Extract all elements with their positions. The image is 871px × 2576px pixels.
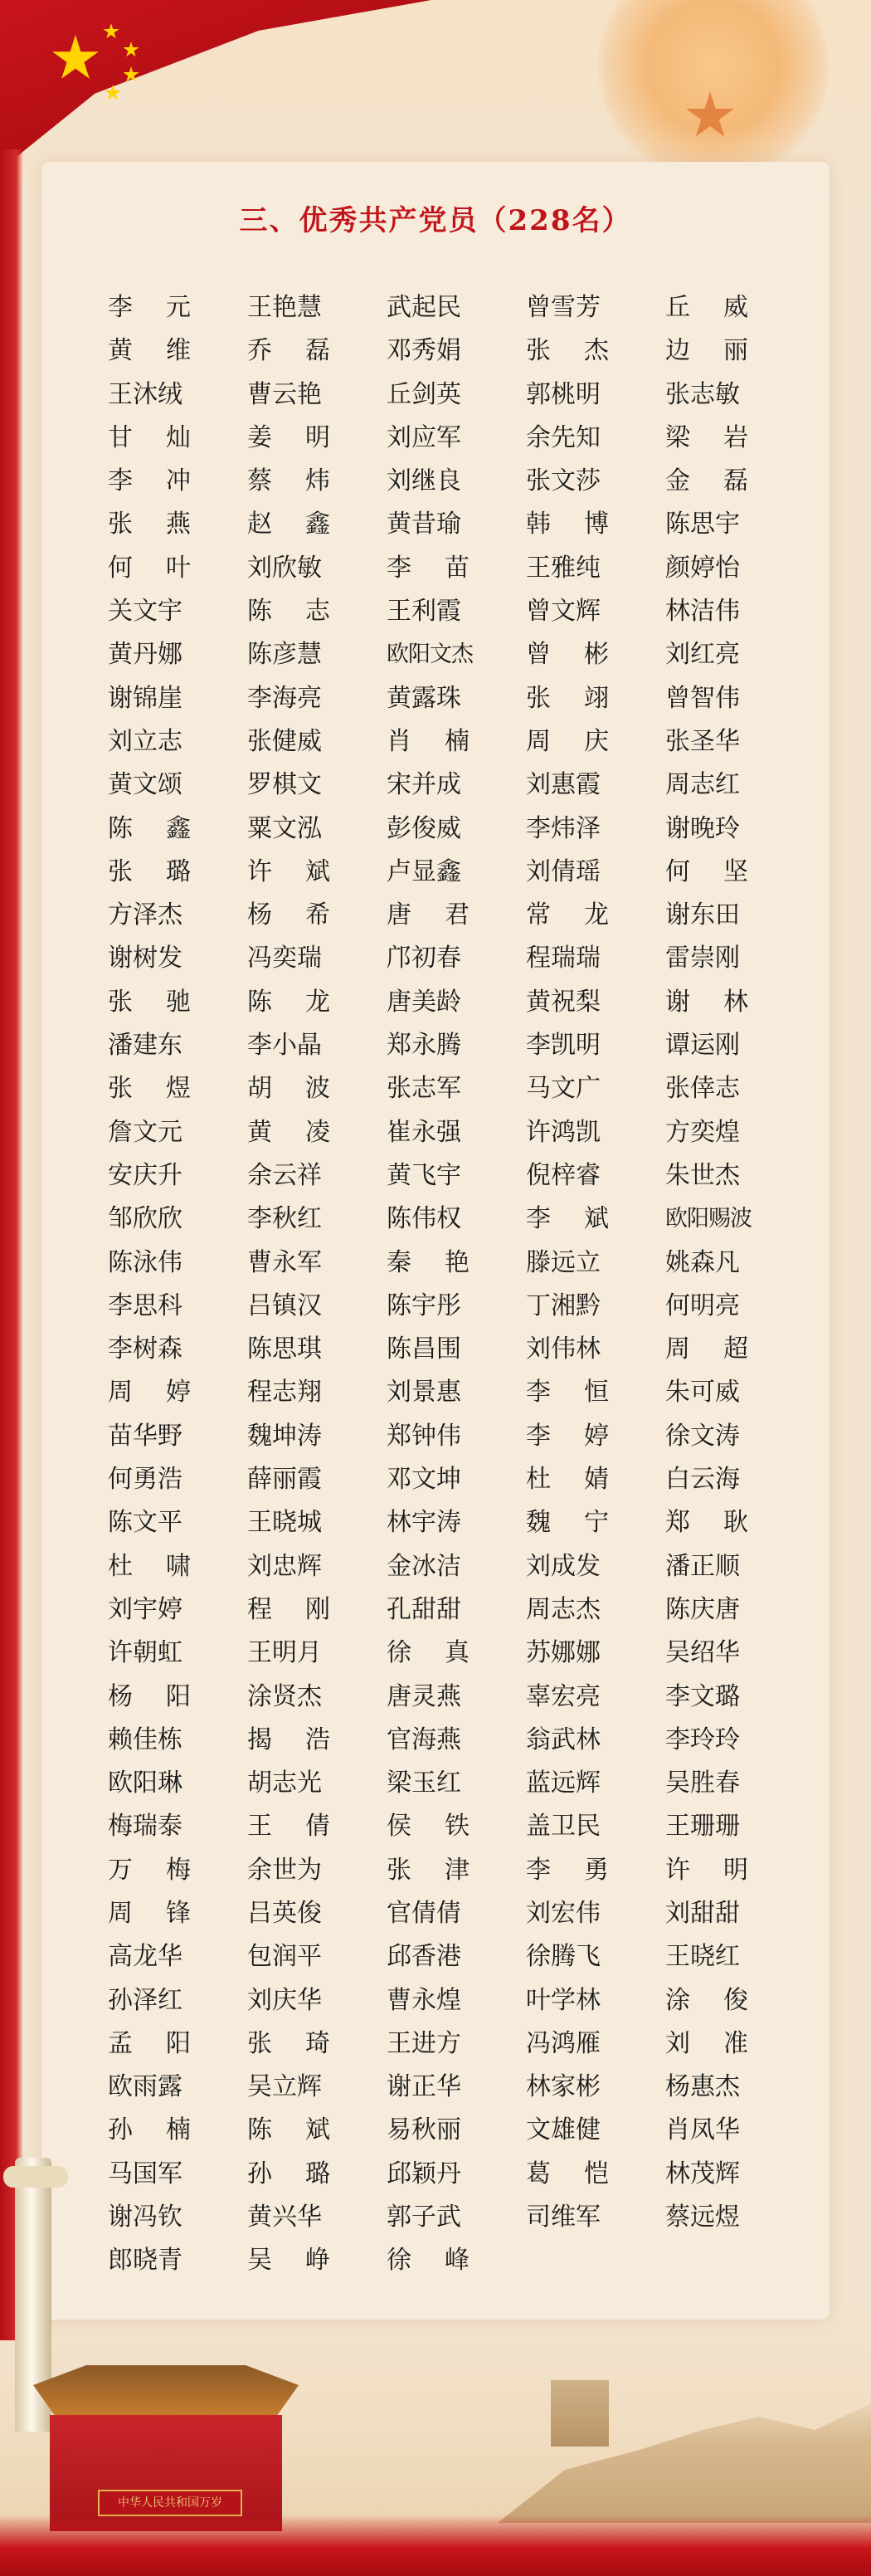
member-name: 谢东田 [665,900,740,930]
gate-roof [33,2365,299,2415]
member-name: 黄凌 [247,1117,363,1147]
member-name: 徐腾飞 [526,1942,601,1972]
member-name: 刘应军 [387,422,461,452]
member-name: 吴绍华 [665,1638,740,1668]
member-name: 张煜 [108,1074,224,1104]
member-name: 何明亮 [665,1290,740,1320]
member-name: 肖凤华 [665,2115,740,2145]
member-name: 王倩 [247,1812,363,1842]
member-name: 丁湘黔 [526,1290,601,1320]
member-name: 刘宏伟 [526,1898,601,1928]
member-name: 刘庆华 [247,1985,322,2015]
tiananmen-illustration [33,2365,299,2531]
member-name: 梅瑞泰 [108,1812,182,1842]
member-name: 陈宇彤 [387,1290,461,1320]
member-name: 邓文坤 [387,1465,461,1495]
member-name: 胡波 [247,1074,363,1104]
member-name: 邱颖丹 [387,2159,461,2188]
member-name: 徐峰 [387,2246,503,2276]
member-name: 黄祝梨 [526,987,601,1017]
member-name: 官倩倩 [387,1898,461,1928]
member-name: 黄文颂 [108,770,182,800]
member-name: 常龙 [526,900,642,930]
member-name: 何勇浩 [108,1465,182,1495]
member-name: 潘正顺 [665,1551,740,1581]
member-name: 郭子武 [387,2203,461,2232]
member-name: 黄兴华 [247,2203,322,2232]
member-name: 苏娜娜 [526,1638,601,1668]
left-red-ribbon [0,149,23,2340]
member-name: 陈文平 [108,1508,182,1538]
member-name: 丘威 [665,293,781,322]
member-name: 郑永腾 [387,1031,461,1061]
member-name: 郑耿 [665,1508,781,1538]
member-name: 郑钟伟 [387,1421,461,1451]
member-name: 李炜泽 [526,813,601,843]
member-name: 包润平 [247,1942,322,1972]
member-name: 谢晚玲 [665,813,740,843]
member-name: 吕镇汉 [247,1290,322,1320]
member-name: 刘倩瑶 [526,856,601,886]
member-name: 魏坤涛 [247,1421,322,1451]
member-name: 梁岩 [665,422,781,452]
member-name: 关文宇 [108,597,182,627]
member-name: 谢锦崖 [108,683,182,713]
member-name: 张琦 [247,2028,363,2058]
member-name: 孙璐 [247,2159,363,2188]
member-name: 陈庆唐 [665,1594,740,1624]
member-name: 周庆 [526,726,642,756]
member-name: 陈泳伟 [108,1247,182,1277]
member-name: 孟阳 [108,2028,224,2058]
member-name: 葛恺 [526,2159,642,2188]
member-name: 刘准 [665,2028,781,2058]
member-name: 张志敏 [665,379,740,409]
member-name: 李树森 [108,1334,182,1364]
member-name: 武起民 [387,293,461,322]
member-name: 王艳慧 [247,293,322,322]
member-name: 杨希 [247,900,363,930]
member-name: 孔甜甜 [387,1594,461,1624]
member-name: 李斌 [526,1204,642,1234]
member-name: 彭俊威 [387,813,461,843]
member-name: 肖楠 [387,726,503,756]
member-name: 唐君 [387,900,503,930]
member-name: 乔磊 [247,336,363,366]
member-name: 邝初春 [387,944,461,973]
member-name: 刘成发 [526,1551,601,1581]
member-name: 黄飞宇 [387,1160,461,1190]
member-name: 李小晶 [247,1031,322,1061]
member-name: 黄昔瑜 [387,510,461,539]
member-name: 李文璐 [665,1681,740,1711]
member-name: 程刚 [247,1594,363,1624]
member-name: 涂贤杰 [247,1681,322,1711]
member-name: 陈鑫 [108,813,224,843]
member-name: 万梅 [108,1855,224,1885]
member-name: 陈思宇 [665,510,740,539]
member-name: 李元 [108,293,224,322]
member-name: 徐文涛 [665,1421,740,1451]
member-name: 王沐绒 [108,379,182,409]
member-name: 刘继良 [387,466,461,496]
page-title: 三、优秀共产党员（228名） [239,204,632,237]
member-name: 谢冯钦 [108,2203,182,2232]
member-name: 王晓红 [665,1942,740,1972]
member-name: 王明月 [247,1638,322,1668]
member-name: 程志翔 [247,1378,322,1408]
member-name: 李海亮 [247,683,322,713]
member-name: 侯铁 [387,1812,503,1842]
member-name: 张津 [387,1855,503,1885]
name-list [108,286,805,2283]
member-name: 周志红 [665,770,740,800]
member-name: 曹云艳 [247,379,322,409]
member-name: 黄露珠 [387,683,461,713]
member-name: 刘立志 [108,726,182,756]
member-name: 李冲 [108,466,224,496]
member-name: 冯鸿雁 [526,2028,601,2058]
member-name: 李恒 [526,1378,642,1408]
member-name: 倪梓睿 [526,1160,601,1190]
member-name: 何叶 [108,553,224,583]
member-name: 孙楠 [108,2115,224,2145]
member-name: 张燕 [108,510,224,539]
member-name: 张圣华 [665,726,740,756]
member-name: 官海燕 [387,1725,461,1754]
member-name: 许斌 [247,856,363,886]
member-name: 陈龙 [247,987,363,1017]
member-name: 涂俊 [665,1985,781,2015]
member-name: 曹永煌 [387,1985,461,2015]
member-name: 詹文元 [108,1117,182,1147]
member-name: 吕英俊 [247,1898,322,1928]
member-name: 许鸿凯 [526,1117,601,1147]
member-name: 王晓城 [247,1508,322,1538]
member-name: 李秋红 [247,1204,322,1234]
bottom-red-ribbon [0,2515,871,2576]
member-name: 张璐 [108,856,224,886]
member-name: 林宇涛 [387,1508,461,1538]
member-name: 方泽杰 [108,900,182,930]
member-name: 陈思琪 [247,1334,322,1364]
member-name: 韩博 [526,510,642,539]
member-name: 欧雨露 [108,2072,182,2102]
member-name: 邓秀娟 [387,336,461,366]
member-name: 曾智伟 [665,683,740,713]
member-name: 王利霞 [387,597,461,627]
member-name: 刘伟林 [526,1334,601,1364]
great-wall-tower-icon [551,2380,609,2447]
member-name: 李苗 [387,553,503,583]
member-name: 杨惠杰 [665,2072,740,2102]
member-name: 刘红亮 [665,640,740,670]
member-name: 罗棋文 [247,770,322,800]
member-name: 吴胜春 [665,1769,740,1798]
member-name: 周超 [665,1334,781,1364]
member-name: 姜明 [247,422,363,452]
member-name: 周志杰 [526,1594,601,1624]
member-name: 高龙华 [108,1942,182,1972]
member-name: 冯奕瑞 [247,944,322,973]
member-name: 周婷 [108,1378,224,1408]
member-name: 黄维 [108,336,224,366]
member-name: 司维军 [526,2203,601,2232]
member-name: 何坚 [665,856,781,886]
member-name: 余先知 [526,422,601,452]
member-name: 吴立辉 [247,2072,322,2102]
member-name: 刘忠辉 [247,1551,322,1581]
member-name: 朱世杰 [665,1160,740,1190]
member-name: 金冰洁 [387,1551,461,1581]
gate-sign: 中华人民共和国万岁 [98,2490,242,2516]
member-name: 曾彬 [526,640,642,670]
member-name: 边丽 [665,336,781,366]
member-name: 唐美龄 [387,987,461,1017]
member-name: 薛丽霞 [247,1465,322,1495]
member-name: 余云祥 [247,1160,322,1190]
member-name: 赵鑫 [247,510,363,539]
member-name: 马文广 [526,1074,601,1104]
member-name: 曾雪芳 [526,293,601,322]
member-name: 欧阳赐波 [665,1206,752,1232]
member-name: 赖佳栋 [108,1725,182,1754]
member-name: 李玲玲 [665,1725,740,1754]
member-name: 谢林 [665,987,781,1017]
member-name: 李思科 [108,1290,182,1320]
member-name: 杜啸 [108,1551,224,1581]
member-name: 翁武林 [526,1725,601,1754]
member-name: 谢正华 [387,2072,461,2102]
member-name: 丘剑英 [387,379,461,409]
member-name: 许明 [665,1855,781,1885]
member-name: 唐灵燕 [387,1681,461,1711]
member-name: 李婷 [526,1421,642,1451]
member-name: 姚森凡 [665,1247,740,1277]
huabiao-cap-icon [3,2166,68,2188]
member-name: 刘宇婷 [108,1594,182,1624]
member-name: 文雄健 [526,2115,601,2145]
member-name: 马国军 [108,2159,182,2188]
member-name: 谭运刚 [665,1031,740,1061]
member-name: 陈昌围 [387,1334,461,1364]
member-name: 陈伟权 [387,1204,461,1234]
member-name: 周锋 [108,1898,224,1928]
member-name: 林洁伟 [665,597,740,627]
member-name: 邹欣欣 [108,1204,182,1234]
member-name: 陈志 [247,597,363,627]
member-name: 盖卫民 [526,1812,601,1842]
member-name: 许朝虹 [108,1638,182,1668]
member-name: 张杰 [526,336,642,366]
member-name: 朱可威 [665,1378,740,1408]
member-name: 王珊珊 [665,1812,740,1842]
member-name: 余世为 [247,1855,322,1885]
member-name: 杨阳 [108,1681,224,1711]
member-name: 刘欣敏 [247,553,322,583]
member-name: 蔡炜 [247,466,363,496]
member-name: 张健威 [247,726,322,756]
member-name: 蔡远煜 [665,2203,740,2232]
member-name: 方奕煌 [665,1117,740,1147]
member-name: 张倖志 [665,1074,740,1104]
member-name: 魏宁 [526,1508,642,1538]
member-name: 卢显鑫 [387,856,461,886]
member-name: 李勇 [526,1855,642,1885]
member-name: 李凯明 [526,1031,601,1061]
member-name: 徐真 [387,1638,503,1668]
member-name: 刘惠霞 [526,770,601,800]
member-name: 陈彦慧 [247,640,322,670]
member-name: 张驰 [108,987,224,1017]
member-name: 王进方 [387,2028,461,2058]
member-name: 欧阳文杰 [387,642,473,668]
member-name: 揭浩 [247,1725,363,1754]
member-name: 滕远立 [526,1247,601,1277]
member-name: 宋并成 [387,770,461,800]
member-name: 曹永军 [247,1247,322,1277]
member-name: 黄丹娜 [108,640,182,670]
member-name: 刘景惠 [387,1378,461,1408]
member-name: 程瑞瑞 [526,944,601,973]
member-name: 甘灿 [108,422,224,452]
member-name: 郭桃明 [526,379,601,409]
member-name: 蓝远辉 [526,1769,601,1798]
member-name: 易秋丽 [387,2115,461,2145]
member-name: 林家彬 [526,2072,601,2102]
member-name: 孙泽红 [108,1985,182,2015]
member-name: 苗华野 [108,1421,182,1451]
member-name: 郎晓青 [108,2246,182,2276]
member-name: 林茂辉 [665,2159,740,2188]
member-name: 梁玉红 [387,1769,461,1798]
member-name: 张翊 [526,683,642,713]
member-name: 谢树发 [108,944,182,973]
member-name: 胡志光 [247,1769,322,1798]
member-name: 刘甜甜 [665,1898,740,1928]
member-name: 欧阳琳 [108,1769,182,1798]
member-name: 崔永强 [387,1117,461,1147]
member-name: 雷崇刚 [665,944,740,973]
member-name: 叶学林 [526,1985,601,2015]
member-name: 粟文泓 [247,813,322,843]
member-name: 张文莎 [526,466,601,496]
member-name: 辜宏亮 [526,1681,601,1711]
member-name: 颜婷怡 [665,553,740,583]
member-name: 白云海 [665,1465,740,1495]
member-name: 杜婧 [526,1465,642,1495]
member-name: 吴峥 [247,2246,363,2276]
member-name: 邱香港 [387,1942,461,1972]
member-name: 陈斌 [247,2115,363,2145]
member-name: 张志军 [387,1074,461,1104]
member-name: 安庆升 [108,1160,182,1190]
member-name: 王雅纯 [526,553,601,583]
member-name: 金磊 [665,466,781,496]
member-name: 潘建东 [108,1031,182,1061]
member-name: 秦艳 [387,1247,503,1277]
member-name: 曾文辉 [526,597,601,627]
